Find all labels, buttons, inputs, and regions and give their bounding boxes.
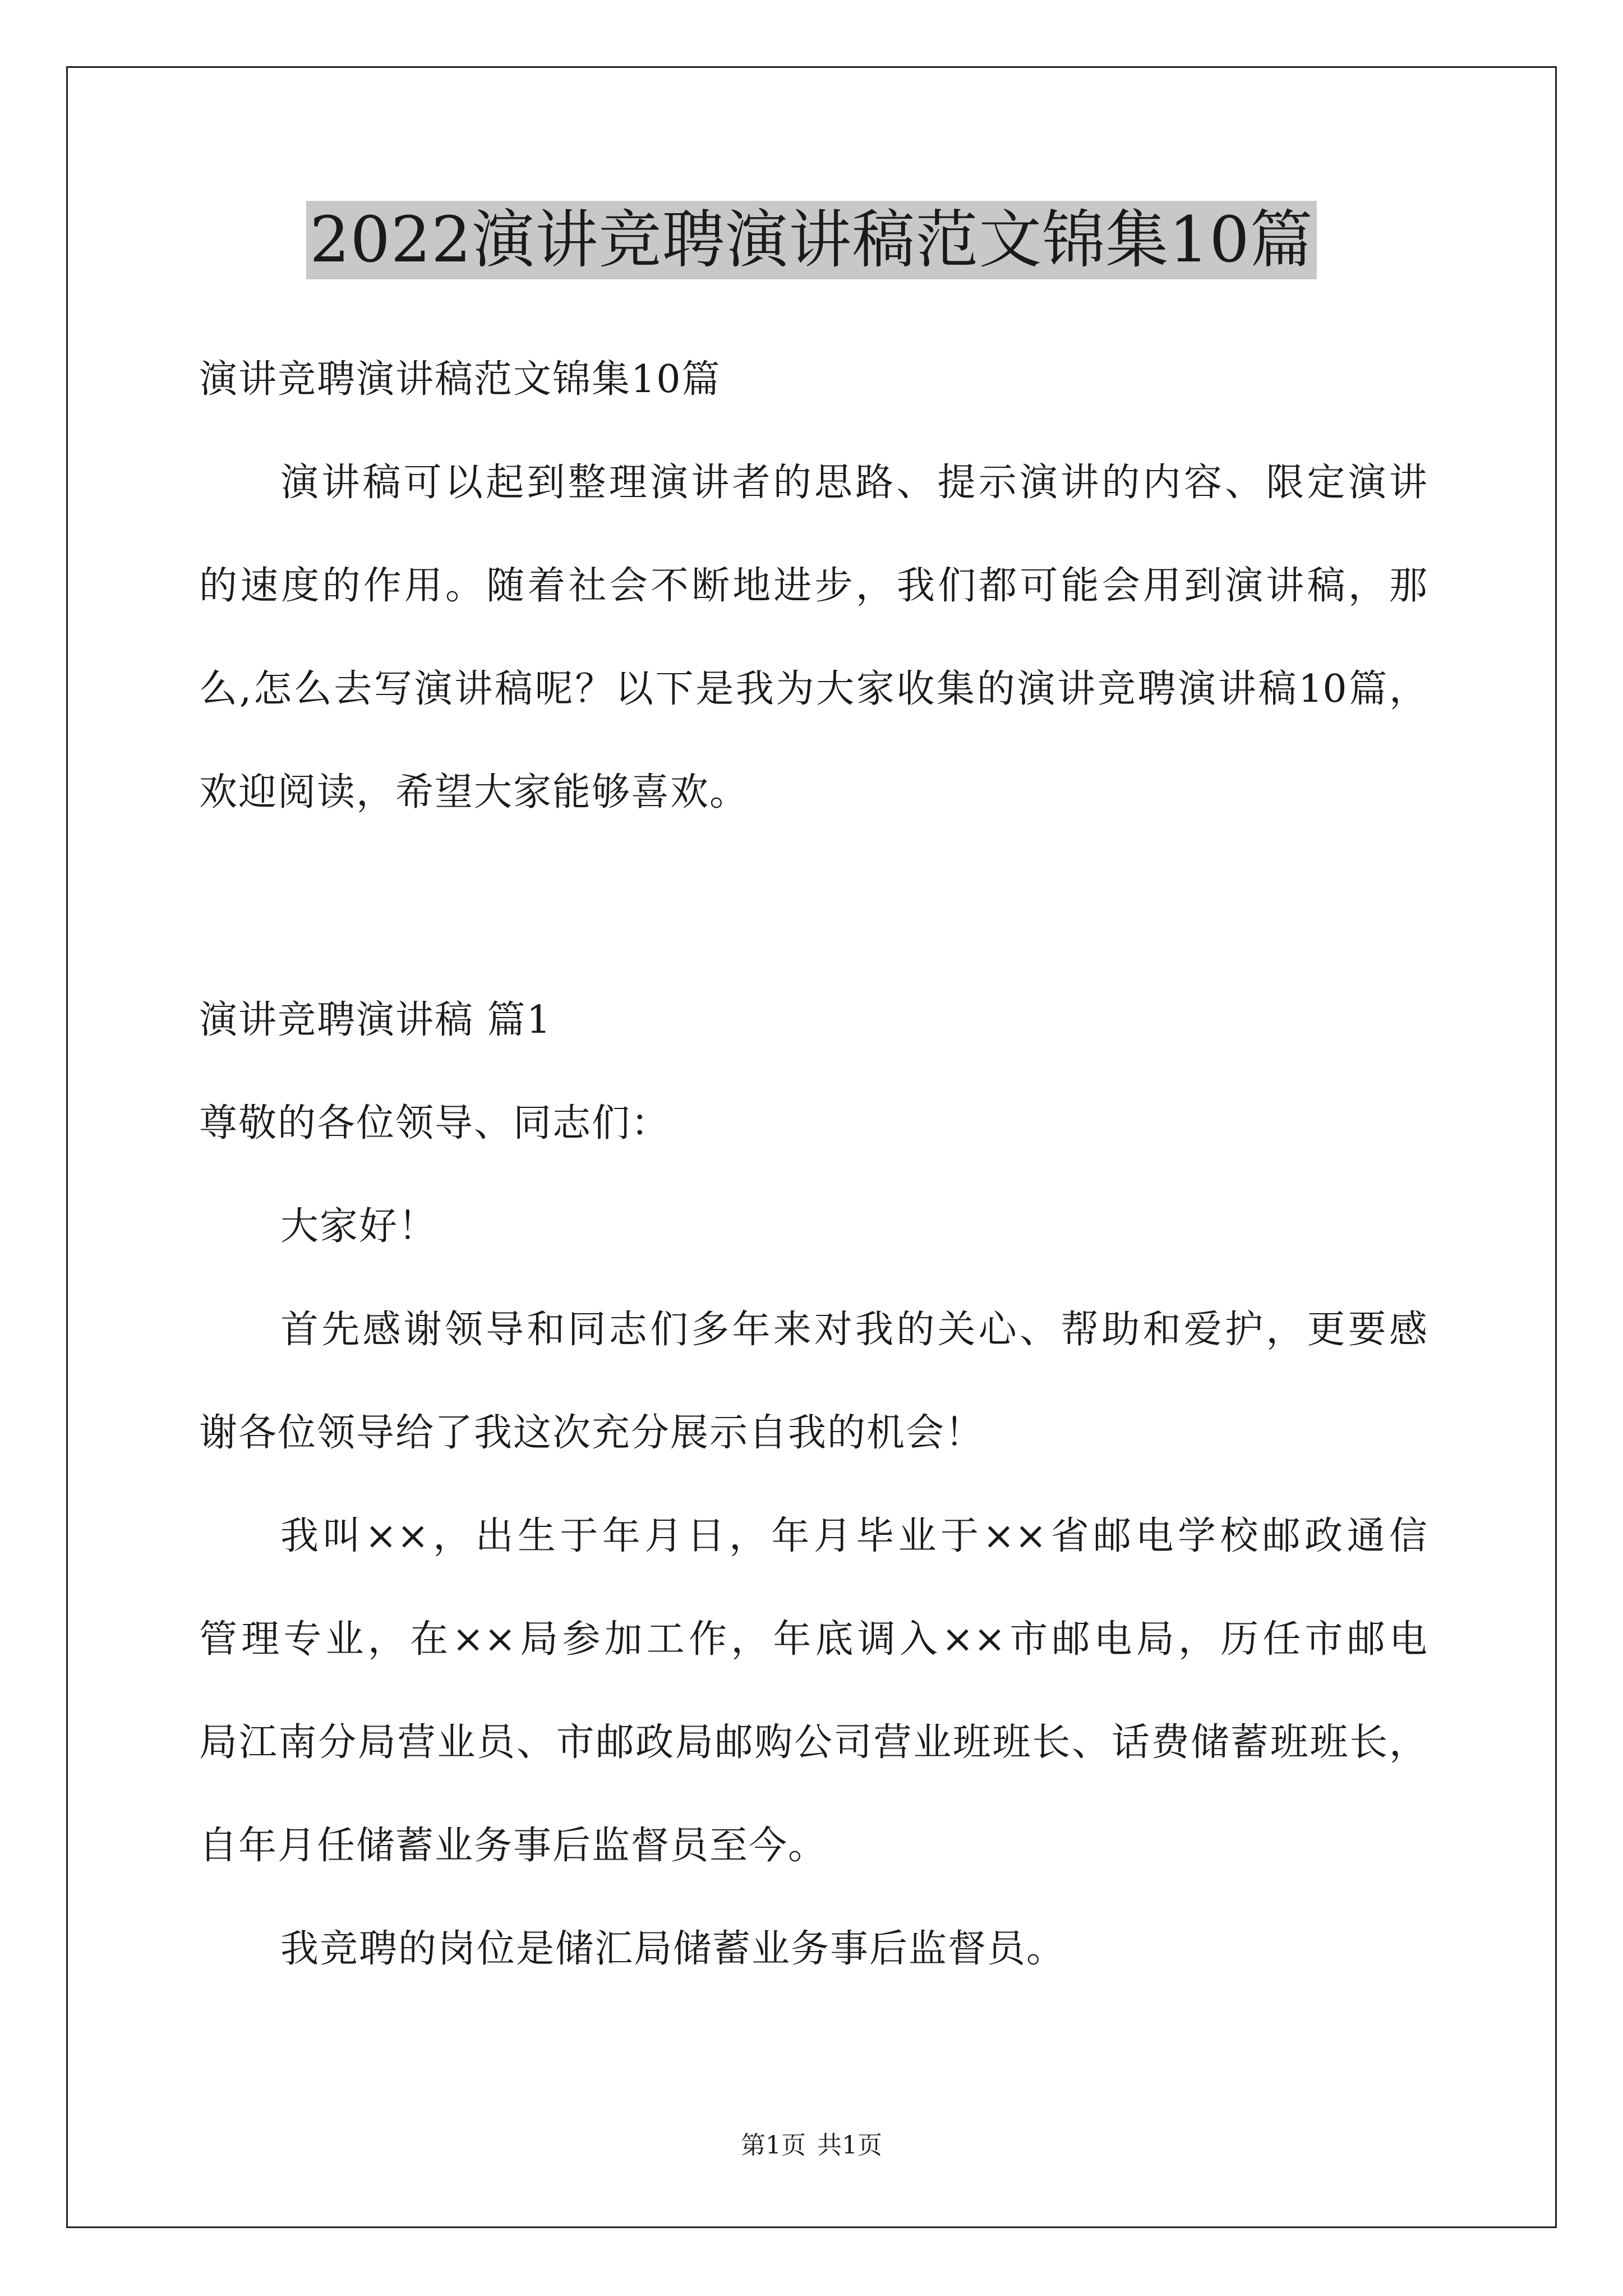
paragraph-line: 自年月任储蓄业务事后监督员至今。: [199, 1824, 828, 1868]
intro-line: 欢迎阅读，希望大家能够喜欢。: [199, 770, 749, 815]
greeting: 大家好！: [280, 1204, 438, 1249]
salutation: 尊敬的各位领导、同志们：: [199, 1101, 671, 1145]
intro-line: 的速度的作用。随着社会不断地进步，我们都可能会用到演讲稿，那: [199, 564, 1427, 608]
title-container: [0, 201, 1623, 279]
paragraph-line: 管理专业，在××局参加工作，年底调入××市邮电局，历任市邮电: [199, 1617, 1427, 1662]
page-footer: 第1页 共1页: [741, 2131, 882, 2160]
paragraph-line: 首先感谢领导和同志们多年来对我的关心、帮助和爱护，更要感: [280, 1308, 1427, 1352]
document-title: 2022演讲竞聘演讲稿范文锦集10篇: [306, 201, 1317, 279]
document-subtitle: 演讲竞聘演讲稿范文锦集10篇: [199, 357, 721, 402]
paragraph-line: 局江南分局营业员、市邮政局邮购公司营业班班长、话费储蓄班班长，: [199, 1720, 1427, 1765]
intro-line: 么,怎么去写演讲稿呢？以下是我为大家收集的演讲竞聘演讲稿10篇，: [199, 667, 1427, 711]
paragraph-line: 我竞聘的岗位是储汇局储蓄业务事后监督员。: [280, 1927, 1066, 1971]
section-heading: 演讲竞聘演讲稿 篇1: [199, 998, 552, 1042]
paragraph-line: 我叫××，出生于年月日，年月毕业于××省邮电学校邮政通信: [280, 1514, 1427, 1558]
intro-line: 演讲稿可以起到整理演讲者的思路、提示演讲的内容、限定演讲: [280, 461, 1427, 505]
paragraph-line: 谢各位领导给了我这次充分展示自我的机会！: [199, 1411, 985, 1455]
